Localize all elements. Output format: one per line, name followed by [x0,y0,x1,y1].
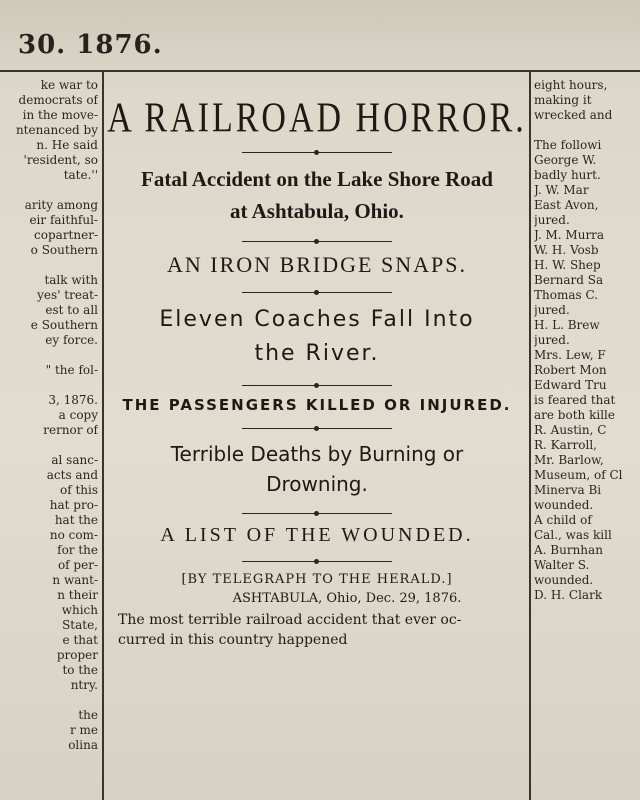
column-line: n want- [52,573,98,587]
deck-3-line: the River. [254,341,380,366]
body-line: The most terrible railroad accident that ever oc- [118,612,462,628]
column-line: East Avon, [534,198,599,212]
left-column-text [0,78,98,753]
column-line: 3, 1876. [48,393,98,407]
divider [242,385,392,386]
column-line: State, [62,618,98,632]
column-line: The followi [534,138,602,152]
column-line: acts and [46,468,98,482]
article-column [106,80,528,650]
column-line: o Southern [30,243,98,257]
column-line: democrats of [18,93,98,107]
column-line: for the [57,543,98,557]
column-line: ke war to [40,78,98,92]
column-line: Minerva Bi [534,483,602,497]
headline: A RAILROAD HORROR. [107,95,527,142]
column-line: wounded. [534,573,594,587]
column-line [0,258,98,273]
deck-1 [106,163,528,227]
column-line: n. He said [36,138,98,152]
column-line: no com- [49,528,98,542]
column-line: are both kille [534,408,615,422]
column-line: al sanc- [51,453,98,467]
right-column-text [534,78,640,603]
column-line: Mr. Barlow, [534,453,604,467]
column-line: n their [57,588,98,602]
header-rule [0,70,640,72]
deck-5-line: Drowning. [266,472,368,496]
column-line [0,378,98,393]
column-line: of per- [57,558,98,572]
column-line: Mrs. Lew, F [534,348,606,362]
column-line: yes' treat- [37,288,98,302]
deck-6: A LIST OF THE WOUNDED. [160,524,474,546]
column-line: is feared that [534,393,616,407]
column-line: wrecked and [534,108,613,122]
column-line: badly hurt. [534,168,601,182]
deck-4: THE PASSENGERS KILLED OR INJURED. [122,396,512,414]
column-line: George W. [534,153,597,167]
column-line: Cal., was kill [534,528,612,542]
divider [242,561,392,562]
issue-date: 30. 1876. [18,30,163,60]
column-line: in the move- [22,108,98,122]
column-line: e Southern [30,318,98,332]
deck-3-line: Eleven Coaches Fall Into [159,307,475,332]
column-line: jured. [534,333,570,347]
column-line: Museum, of Cl [534,468,623,482]
column-line: arity among [24,198,98,212]
column-line: ntenanced by [15,123,98,137]
column-line: olina [68,738,98,752]
column-line: jured. [534,213,570,227]
column-line: a copy [58,408,98,422]
column-line: hat pro- [49,498,98,512]
column-line: est to all [45,303,98,317]
column-line: talk with [44,273,98,287]
column-line: H. L. Brew [534,318,600,332]
body-line: curred in this country happened [118,632,348,648]
column-line: Walter S. [534,558,590,572]
column-line: e that [62,633,98,647]
column-line: of this [59,483,98,497]
divider [242,428,392,429]
column-line [0,183,98,198]
column-line: Bernard Sa [534,273,604,287]
deck-5 [106,439,528,499]
column-line: copartner- [34,228,98,242]
column-rule-right [529,72,531,800]
column-line: to the [62,663,98,677]
column-line: jured. [534,303,570,317]
article-body [106,610,528,650]
divider [242,241,392,242]
column-line: Edward Tru [534,378,607,392]
column-line: eight hours, [534,78,608,92]
column-line: which [61,603,98,617]
column-line: R. Karroll, [534,438,597,452]
column-line: Robert Mon [534,363,607,377]
column-line: r me [69,723,98,737]
column-line: proper [56,648,98,662]
column-line: A. Burnhan [534,543,603,557]
column-line [0,438,98,453]
column-line: the [78,708,98,722]
column-line: A child of [534,513,592,527]
column-line: J. W. Mar [534,183,589,197]
divider [242,292,392,293]
deck-2: AN IRON BRIDGE SNAPS. [167,252,467,277]
column-line: ey force. [45,333,98,347]
column-line: Thomas C. [534,288,599,302]
deck-1-line: at Ashtabula, Ohio. [230,199,404,223]
column-line: ntry. [70,678,98,692]
column-line: making it [534,93,592,107]
column-line: tate.'' [63,168,98,182]
byline: [BY TELEGRAPH TO THE HERALD.] [181,572,453,587]
column-line: 'resident, so [23,153,98,167]
column-line: W. H. Vosb [534,243,599,257]
deck-1-line: Fatal Accident on the Lake Shore Road [141,167,493,191]
column-line: H. W. Shep [534,258,601,272]
column-line: J. M. Murra [534,228,605,242]
column-line: eir faithful- [29,213,98,227]
column-line [0,348,98,363]
column-line: D. H. Clark [534,588,603,602]
divider [242,152,392,153]
dateline-place: ASHTABULA, Ohio, Dec. 29, 1876. [232,591,462,606]
divider [242,513,392,514]
column-line: hat the [54,513,98,527]
column-line: rernor of [43,423,98,437]
column-line [0,693,98,708]
deck-3 [106,303,528,371]
column-line: wounded. [534,498,594,512]
column-line: R. Austin, C [534,423,607,437]
column-line [534,123,640,138]
column-line: " the fol- [45,363,98,377]
deck-5-line: Terrible Deaths by Burning or [170,442,464,466]
column-rule-left [102,72,104,800]
